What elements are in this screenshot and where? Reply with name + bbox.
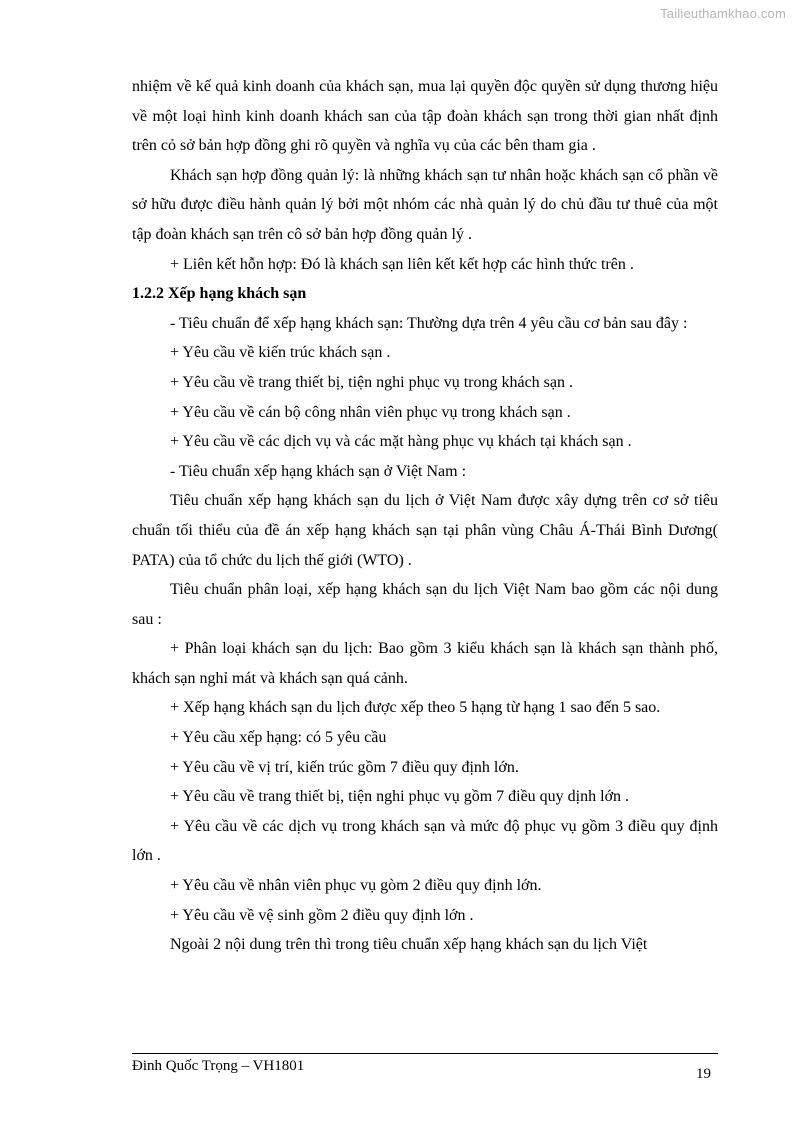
paragraph: nhiệm về kế quả kinh doanh của khách sạn, mua lại quyền độc quyền sử dụng thương hiệu về một loại hình kinh doanh khách san của tập đoàn khách sạn trong thời gian nhất định trên cỏ sở bản hợp đồng ghi rõ quyền và nghĩa vụ của các bên tham gia . (132, 78, 718, 155)
paragraph: + Yêu cầu về cán bộ công nhân viên phục vụ trong khách sạn . (170, 403, 571, 421)
paragraph: + Xếp hạng khách sạn du lịch được xếp theo 5 hạng từ hạng 1 sao đến 5 sao. (170, 699, 661, 717)
paragraph: + Liên kết hỗn hợp: Đó là khách sạn liên kết kết hợp các hình thức trên . (170, 255, 634, 273)
paragraph: + Yêu cầu về vệ sinh gồm 2 điều quy định lớn . (170, 906, 474, 924)
paragraph: + Yêu cầu về nhân viên phục vụ gòm 2 điều quy định lớn. (170, 877, 542, 895)
section-heading: 1.2.2 Xếp hạng khách sạn (132, 285, 307, 303)
page-number: 19 (696, 1066, 711, 1082)
document-body (132, 72, 718, 960)
paragraph: + Phân loại khách sạn du lịch: Bao gồm 3 kiểu khách sạn là khách sạn thành phố, khách sạn nghỉ mát và khách sạn quá cảnh. (132, 640, 718, 687)
paragraph: - Tiêu chuẩn xếp hạng khách sạn ở Việt Nam : (170, 462, 467, 480)
paragraph: - Tiêu chuẩn để xếp hạng khách sạn: Thường dựa trên 4 yêu cầu cơ bản sau đây : (170, 314, 688, 332)
watermark: Tailieuthamkhao.com (660, 6, 786, 21)
paragraph: + Yêu cầu xếp hạng: có 5 yêu cầu (170, 729, 387, 747)
paragraph: + Yêu cầu về trang thiết bị, tiện nghi phục vụ gồm 7 điều quy dịnh lớn . (170, 788, 630, 806)
paragraph: Tiêu chuẩn phân loại, xếp hạng khách sạn du lịch Việt Nam bao gồm các nội dung sau : (132, 581, 718, 628)
paragraph: Khách sạn hợp đồng quản lý: là những khách sạn tư nhân hoặc khách sạn cổ phần về sở hữu được điều hành quản lý bởi một nhóm các nhà quản lý do chủ đầu tư thuê của một tập đoàn khách sạn trên cô sở bản hợp đồng quản lý . (132, 166, 718, 243)
paragraph: Tiêu chuẩn xếp hạng khách sạn du lịch ở Việt Nam được xây dựng trên cơ sở tiêu chuẩn tối thiểu của đề án xếp hạng khách sạn tại phân vùng Châu Á-Thái Bình Dương( PATA) của tổ chức du lịch thế giới (WTO) . (132, 492, 718, 569)
paragraph: + Yêu cầu về vị trí, kiến trúc gồm 7 điều quy định lớn. (170, 758, 519, 776)
paragraph: Ngoài 2 nội dung trên thì trong tiêu chuẩn xếp hạng khách sạn du lịch Việt (170, 936, 648, 954)
footer-author: Đinh Quốc Trọng – VH1801 (132, 1058, 305, 1074)
footer-divider (132, 1053, 718, 1054)
paragraph: + Yêu cầu về trang thiết bị, tiện nghi phục vụ trong khách sạn . (170, 373, 573, 391)
paragraph: + Yêu cầu về kiến trúc khách sạn . (170, 344, 391, 362)
paragraph: + Yêu cầu về các dịch vụ trong khách sạn và mức độ phục vụ gồm 3 điều quy định lớn . (132, 817, 718, 865)
paragraph: + Yêu cầu về các dịch vụ và các mặt hàng phục vụ khách tại khách sạn . (170, 433, 632, 451)
